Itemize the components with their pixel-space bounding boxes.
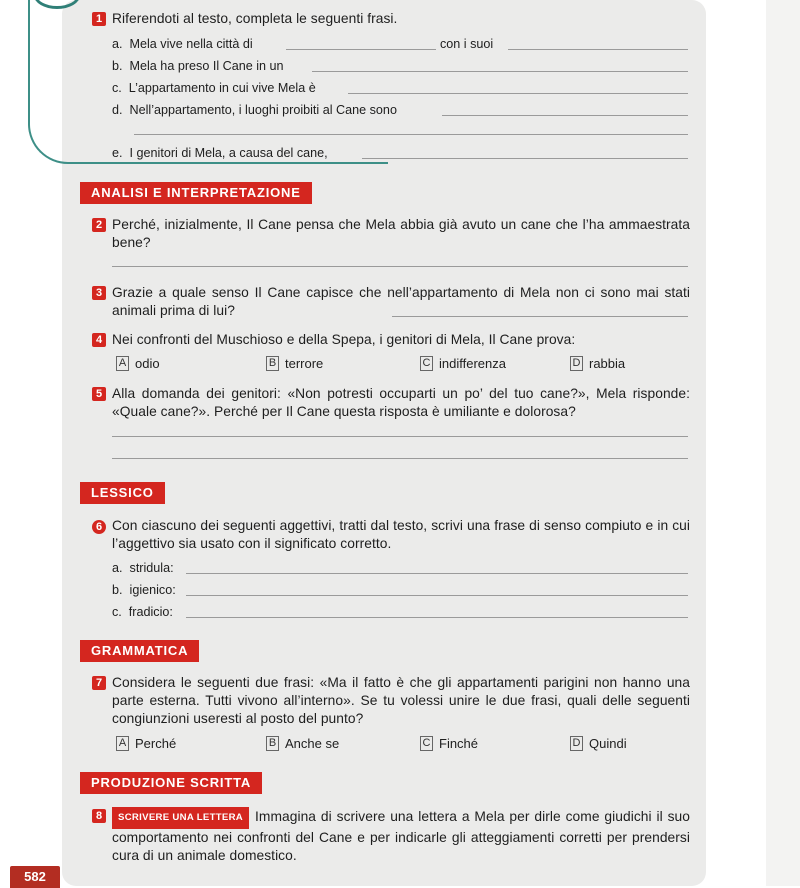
question-6-text: Con ciascuno dei seguenti aggettivi, tratti dal testo, scrivi una frase di senso compiuto e in cui l’aggettivo sia usato con il significato corretto.	[112, 518, 690, 551]
answer-line[interactable]	[392, 316, 688, 317]
q1-item-b: b. Mela ha preso Il Cane in un	[112, 59, 284, 73]
section-heading-lessico: LESSICO	[80, 482, 165, 504]
q6-item-c: c. fradicio:	[112, 605, 173, 619]
option-b[interactable]: B terrore	[266, 356, 323, 372]
question-4-text: Nei confronti del Muschioso e della Spepa, i genitori di Mela, Il Cane prova:	[112, 332, 576, 347]
answer-line[interactable]	[186, 617, 688, 618]
option-a[interactable]: A odio	[116, 356, 160, 372]
answer-line[interactable]	[362, 158, 688, 159]
question-number-8: 8	[92, 809, 106, 823]
section-heading-analisi: ANALISI E INTERPRETAZIONE	[80, 182, 312, 204]
question-number-4: 4	[92, 333, 106, 347]
answer-line[interactable]	[286, 49, 436, 50]
option-c[interactable]: C Finché	[420, 736, 478, 752]
question-8-text: SCRIVERE UNA LETTERA Immagina di scrivere una lettera a Mela per dirle come giudichi il suo comportamento nei confronti del Cane e per indicarle gli atteggiamenti corretti per prendersi cura di un animale domestico.	[112, 809, 690, 863]
section-heading-produzione: PRODUZIONE SCRITTA	[80, 772, 262, 794]
question-number-6: 6	[92, 520, 106, 534]
answer-line[interactable]	[112, 436, 688, 437]
answer-line[interactable]	[348, 93, 688, 94]
question-3-text: Grazie a quale senso Il Cane capisce che nell’appartamento di Mela non ci sono mai stati animali prima di lui?	[112, 285, 690, 318]
q1-item-d: d. Nell’appartamento, i luoghi proibiti al Cane sono	[112, 103, 397, 117]
question-5-text: Alla domanda dei genitori: «Non potresti occuparti un po’ del tuo cane?», Mela risponde: «Quale cane?». Perché per Il Cane questa risposta è umiliante e dolorosa?	[112, 386, 690, 419]
question-2-text: Perché, inizialmente, Il Cane pensa che Mela abbia già avuto un cane che l’ha ammaestrata bene?	[112, 217, 690, 250]
q1-item-c: c. L’appartamento in cui vive Mela è	[112, 81, 316, 95]
section-heading-grammatica: GRAMMATICA	[80, 640, 199, 662]
option-b[interactable]: B Anche se	[266, 736, 339, 752]
answer-line[interactable]	[442, 115, 688, 116]
answer-line[interactable]	[112, 266, 688, 267]
answer-line[interactable]	[134, 134, 688, 135]
question-number-7: 7	[92, 676, 106, 690]
answer-line[interactable]	[186, 595, 688, 596]
answer-line[interactable]	[186, 573, 688, 574]
page-number: 582	[10, 866, 60, 888]
q6-item-a: a. stridula:	[112, 561, 174, 575]
option-d[interactable]: D Quindi	[570, 736, 627, 752]
q1-item-e: e. I genitori di Mela, a causa del cane,	[112, 146, 328, 160]
question-7-text: Considera le seguenti due frasi: «Ma il fatto è che gli appartamenti parigini non hanno una parte esterna. Tutti vivono all’interno». Se tu volessi unire le due frasi, quali delle seguenti congiunzioni useresti al posto del punto?	[112, 675, 690, 726]
option-d[interactable]: D rabbia	[570, 356, 625, 372]
task-tag: SCRIVERE UNA LETTERA	[112, 807, 249, 829]
question-1-text: Riferendoti al testo, completa le seguenti frasi.	[112, 11, 398, 26]
question-number-2: 2	[92, 218, 106, 232]
option-a[interactable]: A Perché	[116, 736, 176, 752]
q1-item-a-cont: con i suoi	[440, 37, 494, 51]
q6-item-b: b. igienico:	[112, 583, 176, 597]
q1-item-a: a. Mela vive nella città di	[112, 37, 253, 51]
question-number-3: 3	[92, 286, 106, 300]
page-edge-strip	[766, 0, 800, 886]
option-c[interactable]: C indifferenza	[420, 356, 506, 372]
question-number-1: 1	[92, 12, 106, 26]
answer-line[interactable]	[312, 71, 688, 72]
answer-line[interactable]	[508, 49, 688, 50]
question-number-5: 5	[92, 387, 106, 401]
answer-line[interactable]	[112, 458, 688, 459]
